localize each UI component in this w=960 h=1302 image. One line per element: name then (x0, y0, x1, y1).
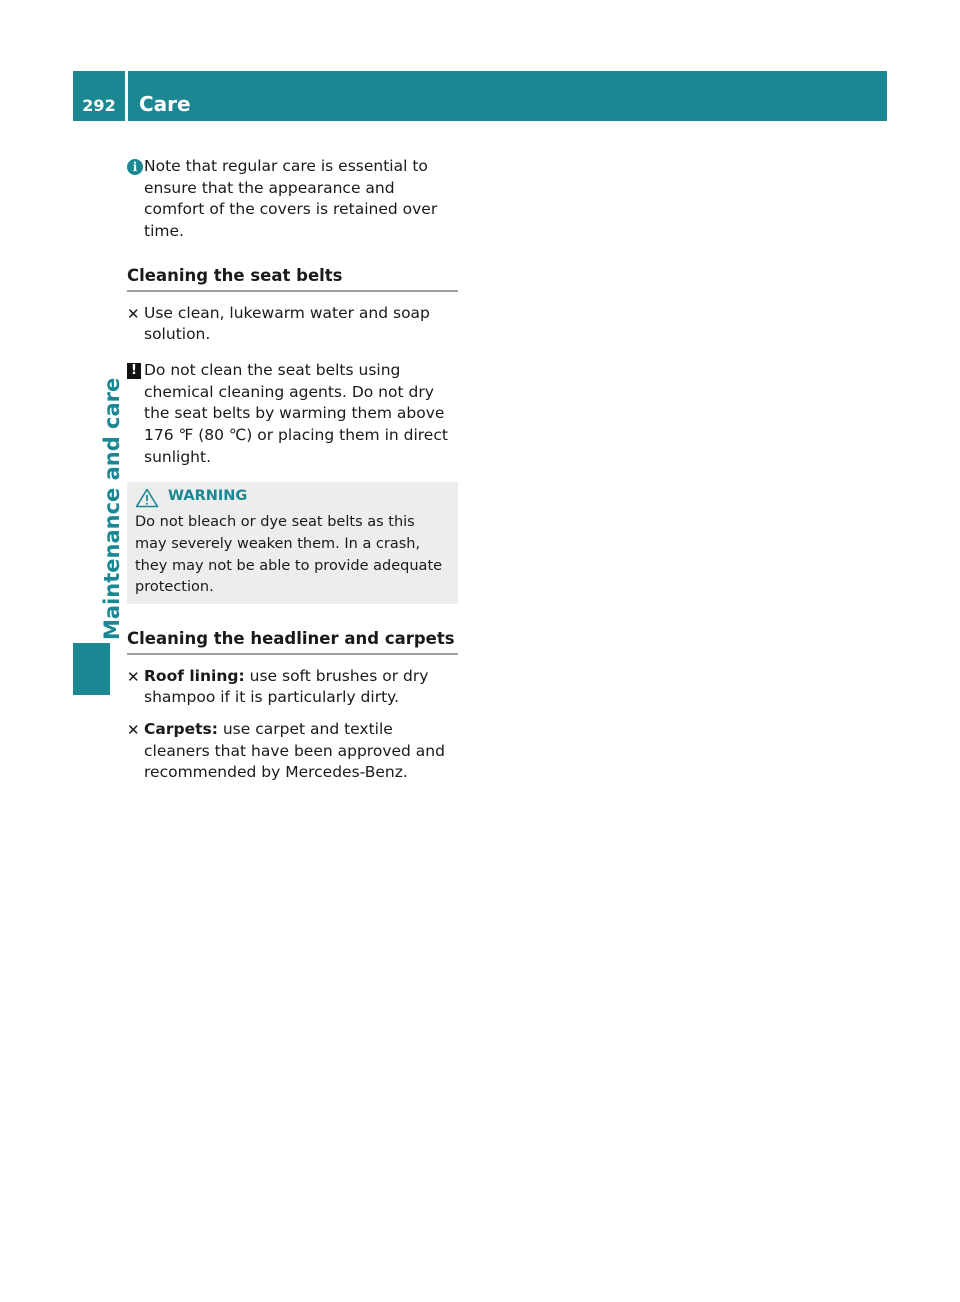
heading-cleaning-headliner-carpets: Cleaning the headliner and carpets (127, 628, 458, 655)
header-divider (125, 71, 128, 121)
step-carpets (127, 719, 458, 784)
info-note (127, 156, 458, 243)
warning-text: Do not bleach or dye seat belts as this may severely weaken them. In a crash, they may not be able to provide adequate protection. (135, 514, 443, 596)
heading-cleaning-seat-belts: Cleaning the seat belts (127, 265, 458, 292)
caution-text: Do not clean the seat belts using chemical cleaning agents. Do not dry the seat belts by warming them above 176 ℉ (80 ℃) or placing them in direct sunlight. (144, 360, 448, 466)
step-roof-lining (127, 666, 458, 709)
info-note-text: Note that regular care is essential to ensure that the appearance and comfort of the covers is retained over time. (144, 157, 438, 241)
caution-note (127, 360, 458, 469)
warning-triangle-icon (135, 488, 159, 508)
warning-header (135, 486, 450, 508)
step-term: Carpets: (144, 720, 218, 739)
page-content (127, 150, 458, 784)
step-text: use carpet and textile cleaners that have been approved and recommended by Mercedes-Benz. (144, 720, 445, 782)
step-text: Use clean, lukewarm water and soap solution. (144, 303, 430, 344)
step-arrow-icon: ✕ (127, 667, 140, 686)
warning-box (127, 482, 458, 604)
step-seat-belt-wash (127, 303, 458, 346)
page-number: 292 (82, 96, 116, 115)
side-tab-label: Maintenance and care (100, 377, 124, 640)
warning-title: WARNING (168, 488, 248, 505)
info-icon: i (127, 159, 143, 175)
exclamation-icon: ! (127, 363, 141, 379)
page-header (73, 71, 887, 121)
step-text: use soft brushes or dry shampoo if it is particularly dirty. (144, 666, 429, 707)
step-arrow-icon: ✕ (127, 721, 140, 740)
step-arrow-icon: ✕ (127, 304, 140, 323)
section-title: Care (139, 92, 191, 116)
step-term: Roof lining: (144, 666, 245, 685)
